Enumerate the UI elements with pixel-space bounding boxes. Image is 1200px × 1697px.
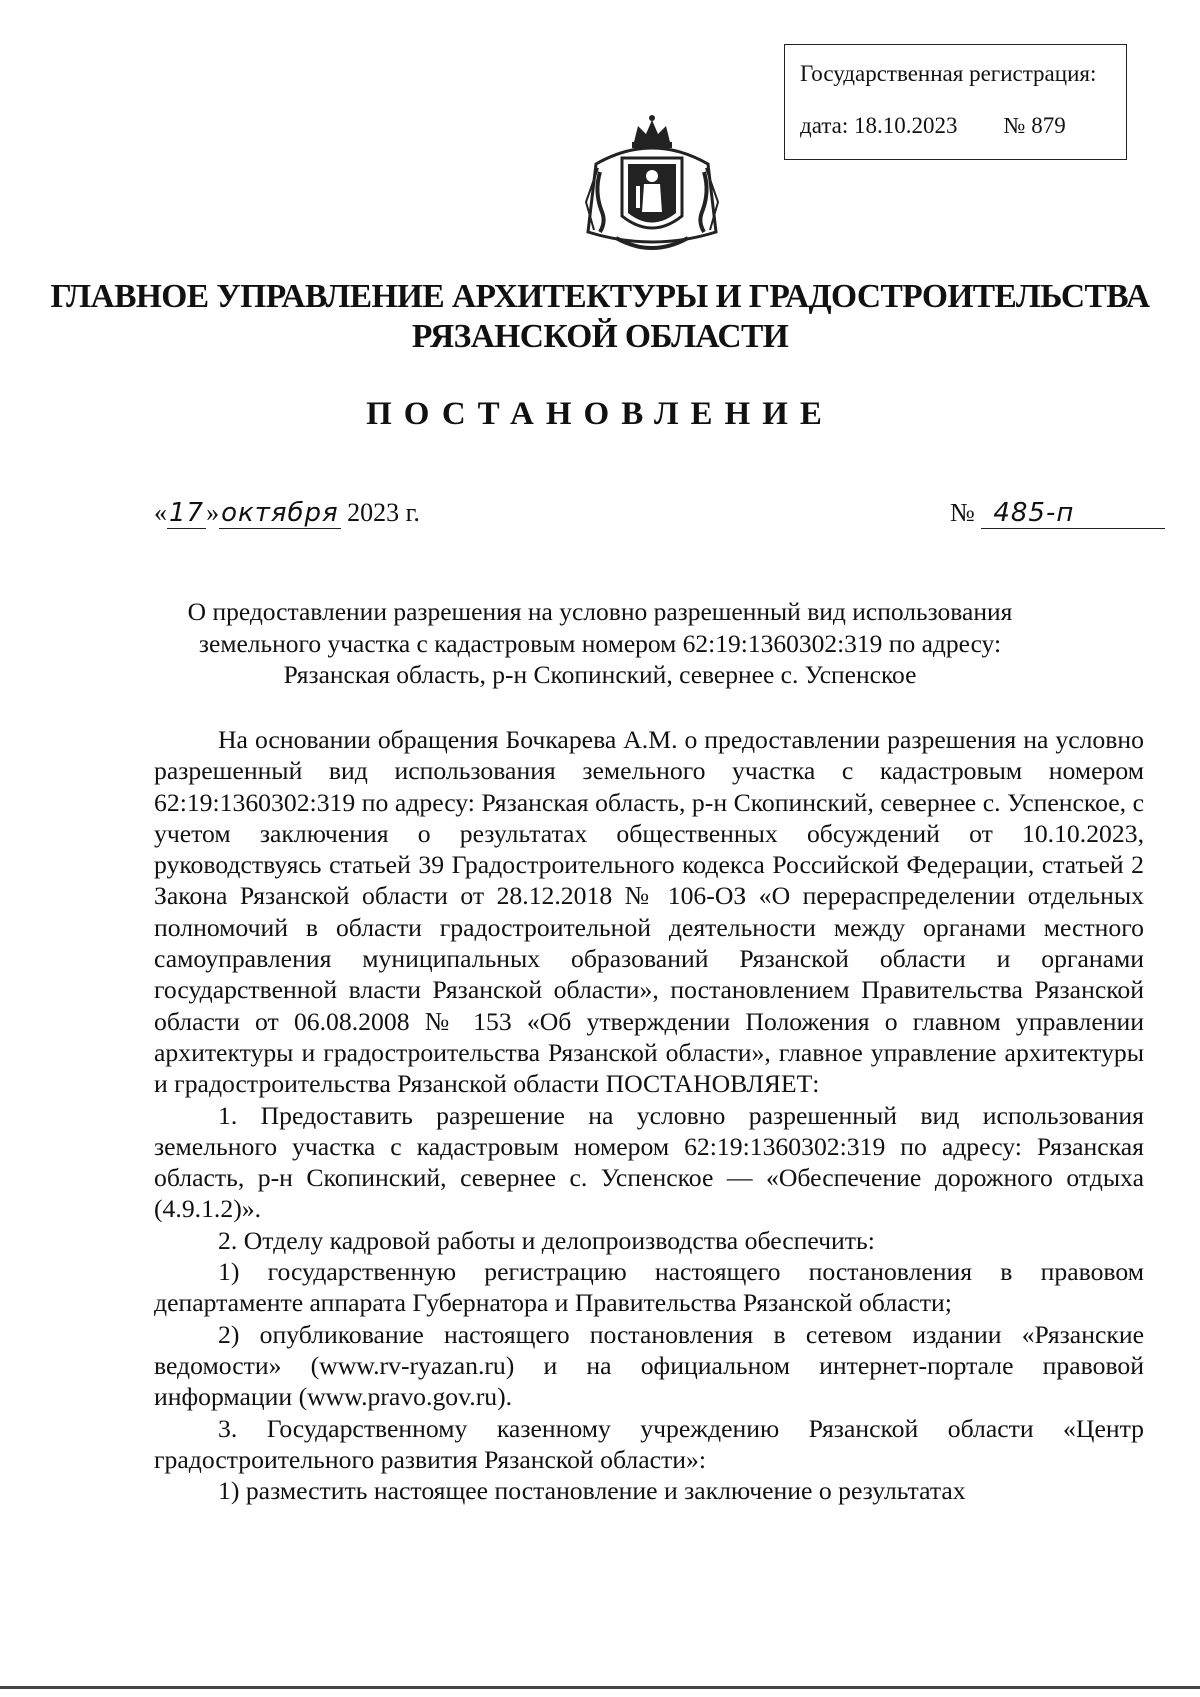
registration-title: Государственная регистрация: xyxy=(800,61,1097,86)
date-open-quote: « xyxy=(154,498,167,527)
clause-2-item-1: 1) государственную регистрацию настоящего постановления в правовом департаменте аппарата Губернатора и Правительства Рязанской области; xyxy=(154,1257,1144,1318)
document-date xyxy=(154,498,420,528)
clause-2: 2. Отделу кадровой работы и делопроизводства обеспечить: xyxy=(218,1225,875,1255)
clause-1: 1. Предоставить разрешение на условно разрешенный вид использования земельного участка с кадастровым номером 62:19:1360302:319 по адресу: Рязанская область, р-н Скопинский, севернее с. Успенское — «Обеспечение дорожного отдыха (4.9.1.2)». xyxy=(154,1100,1144,1224)
registration-date-number: дата: 18.10.2023 № 879 xyxy=(800,113,1066,138)
subject-line-2: земельного участка с кадастровым номером 62:19:1360302:319 по адресу: xyxy=(198,628,1002,658)
agency-name-line-2: РЯЗАНСКОЙ ОБЛАСТИ xyxy=(411,318,789,355)
document-type-heading: ПОСТАНОВЛЕНИЕ xyxy=(366,396,834,432)
date-close-quote: » xyxy=(206,498,220,527)
registration-stamp-box xyxy=(784,44,1127,160)
date-year: 2023 г. xyxy=(347,498,420,527)
clause-2-item-2: 2) опубликование настоящего постановления в сетевом издании «Рязанские ведомости» (www.rv-ryazan.ru) и на официальном интернет-портале правовой информации (www.pravo.gov.ru). xyxy=(154,1319,1144,1412)
clause-3: 3. Государственному казенному учреждению Рязанской области «Центр градостроительного развития Рязанской области»: xyxy=(154,1413,1144,1474)
document-number xyxy=(950,498,1165,529)
coat-of-arms-emblem xyxy=(576,112,728,262)
handwritten-day: 17 xyxy=(169,498,205,528)
document-body xyxy=(154,724,1144,1506)
number-prefix: № xyxy=(950,498,975,527)
document-subject xyxy=(150,596,1050,691)
preamble-paragraph: На основании обращения Бочкарева А.М. о предоставлении разрешения на условно разрешенный вид использования земельного участка с кадастровым номером 62:19:1360302:319 по адресу: Рязанская область, р-н Скопинский, севернее с. Успенское, с учетом заключения о результатах общественных обсуждений от 10.10.2023, руководствуясь статьей 39 Градостроительного кодекса Российской Федерации, статьей 2 Закона Рязанской области от 28.12.2018 № 106-ОЗ «О перераспределении отдельных полномочий в области градостроительной деятельности между органами местного самоуправления муниципальных образований Рязанской области и органами государственной власти Рязанской области», постановлением Правительства Рязанской области от 06.08.2008 № 153 «Об утверждении Положения о главном управлении архитектуры и градостроительства Рязанской области», главное управление архитектуры и градостроительства Рязанской области ПОСТАНОВЛЯЕТ: xyxy=(154,725,1144,1099)
clause-3-item-1: 1) разместить настоящее постановление и заключение о результатах xyxy=(218,1476,966,1506)
page-bottom-edge-line xyxy=(0,1686,1200,1689)
agency-name-line-1: ГЛАВНОЕ УПРАВЛЕНИЕ АРХИТЕКТУРЫ И ГРАДОСТРОИТЕЛЬСТВА xyxy=(50,278,1150,315)
subject-line-3: Рязанская область, р-н Скопинский, севернее с. Успенское xyxy=(283,660,917,689)
subject-line-1: О предоставлении разрешения на условно разрешенный вид использования xyxy=(187,597,1013,626)
handwritten-number: 485-п xyxy=(981,498,1165,529)
handwritten-month: октября xyxy=(221,498,339,528)
